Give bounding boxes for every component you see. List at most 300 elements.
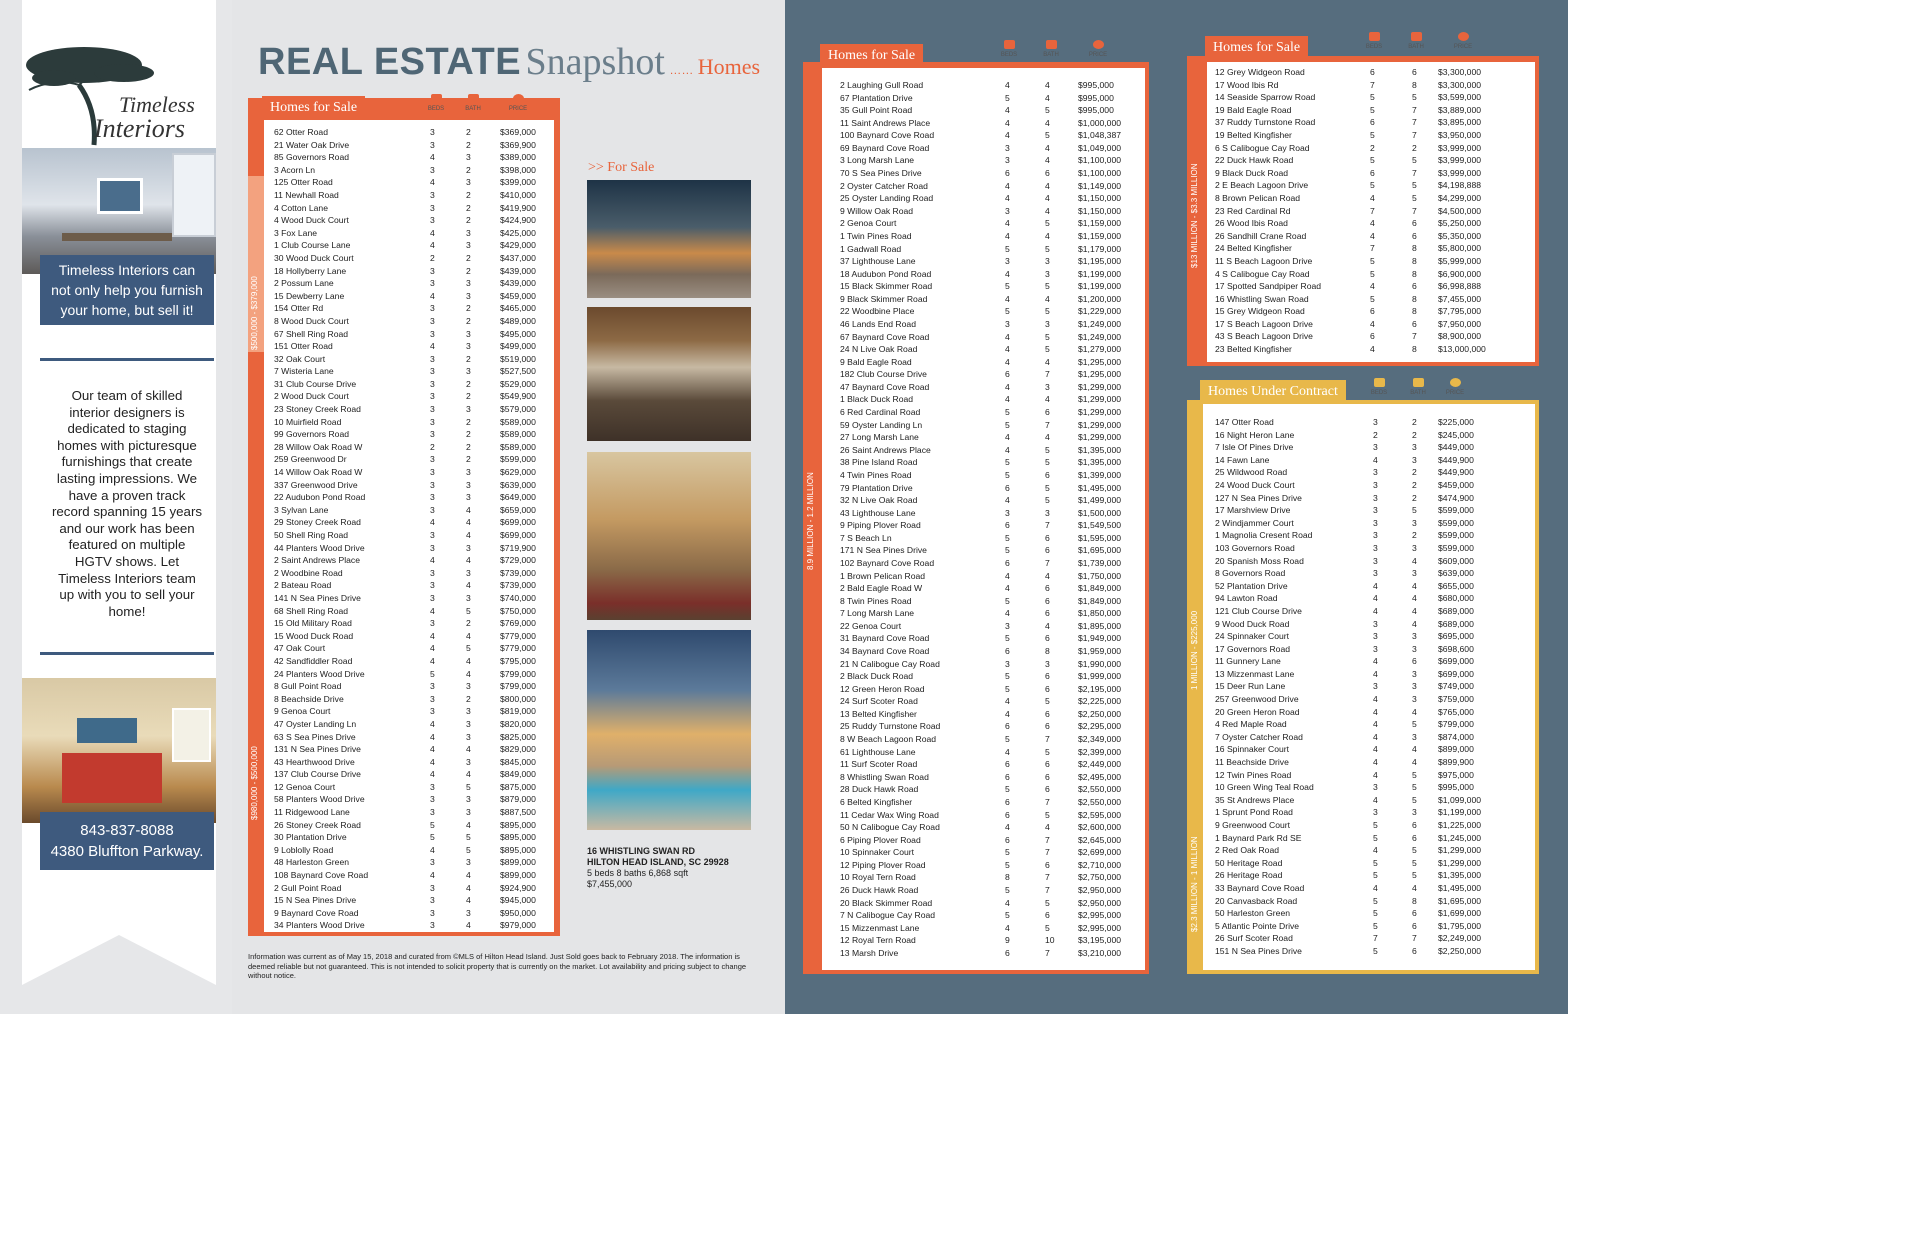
beds-cell: 3: [1005, 507, 1010, 518]
baths-cell: 7: [1412, 933, 1417, 944]
baths-cell: 2: [1412, 530, 1417, 541]
table-row: [1215, 416, 1530, 429]
table-row: [274, 239, 554, 252]
table-row: [274, 869, 554, 882]
table-row: [1215, 743, 1530, 756]
baths-cell: 4: [1045, 205, 1050, 216]
panel-title-1: Homes for Sale: [262, 96, 365, 120]
address-cell: 63 S Sea Pines Drive: [274, 731, 356, 742]
table-row: [1215, 706, 1530, 719]
beds-cell: 3: [430, 328, 435, 339]
col-price-2: PRICE: [1083, 40, 1113, 59]
beds-cell: 4: [1005, 218, 1010, 229]
baths-cell: 7: [1412, 117, 1417, 128]
beds-cell: 4: [1373, 794, 1378, 805]
baths-cell: 4: [1412, 580, 1417, 591]
table-row: [1215, 318, 1530, 331]
price-cell: $369,000: [500, 127, 536, 137]
price-cell: $4,500,000: [1438, 205, 1482, 216]
beds-cell: 3: [430, 504, 435, 515]
baths-cell: 4: [1412, 706, 1417, 717]
address-cell: 26 Surf Scoter Road: [1215, 933, 1293, 944]
price-cell: $1,200,000: [1078, 293, 1122, 304]
price-cell: $589,000: [500, 441, 536, 452]
price-cell: $1,695,000: [1438, 895, 1482, 906]
beds-cell: 7: [1370, 243, 1375, 254]
address-cell: 14 Seaside Sparrow Road: [1215, 92, 1316, 103]
beds-cell: 5: [1005, 306, 1010, 317]
foyer-photo: [587, 452, 751, 620]
address-cell: 26 Stoney Creek Road: [274, 819, 361, 830]
table-row: [840, 658, 1140, 671]
about-text: Our team of skilled interior designers is dedicated to staging homes with picturesque furnishings that create lasting impressions. We have a proven track record spanning 15 years and our work has been featured on multiple HGTV shows. Let Timeless Interiors team up with you to sell your home!: [51, 388, 203, 619]
beds-cell: 5: [1005, 419, 1010, 430]
address-cell: 15 N Sea Pines Drive: [274, 895, 357, 906]
address-cell: 14 Willow Oak Road W: [274, 467, 363, 478]
beds-cell: 4: [1005, 822, 1010, 833]
bed-icon: [1374, 378, 1385, 387]
price-cell: $589,000: [500, 416, 536, 427]
table-row: [274, 340, 554, 353]
panel-title-3: Homes for Sale: [1205, 36, 1308, 60]
beds-cell: 4: [1373, 706, 1378, 717]
price-cell: $895,000: [500, 819, 536, 830]
baths-cell: 3: [466, 756, 471, 767]
table-row: [274, 453, 554, 466]
beds-cell: 4: [1005, 344, 1010, 355]
beds-cell: 3: [1373, 517, 1378, 528]
range-label-3: $13 MILLION - $3.3 MILLION: [1190, 163, 1199, 268]
brand-name-line1: Timeless: [119, 92, 195, 117]
price-cell: $424,900: [500, 215, 536, 226]
table-row: [274, 353, 554, 366]
table-row: [1215, 504, 1530, 517]
address-cell: 23 Stoney Creek Road: [274, 404, 361, 415]
beds-cell: 4: [1005, 193, 1010, 204]
address-cell: 17 Marshview Drive: [1215, 505, 1291, 516]
price-cell: $1,048,387: [1078, 130, 1122, 141]
table-row: [274, 378, 554, 391]
address-cell: 21 N Calibogue Cay Road: [840, 658, 940, 669]
address-cell: 10 Green Wing Teal Road: [1215, 782, 1314, 793]
phone-number[interactable]: 843-837-8088: [80, 822, 174, 839]
beds-cell: 3: [430, 882, 435, 893]
beds-cell: 4: [1373, 580, 1378, 591]
baths-cell: 5: [1045, 243, 1050, 254]
beds-cell: 6: [1005, 796, 1010, 807]
price-cell: $1,495,000: [1438, 882, 1482, 893]
address-cell: 7 N Calibogue Cay Road: [840, 910, 936, 921]
table-row: [840, 393, 1140, 406]
table-row: [274, 252, 554, 265]
address-cell: 24 Surf Scoter Road: [840, 696, 918, 707]
beds-cell: 4: [430, 655, 435, 666]
baths-cell: 3: [466, 492, 471, 503]
address-cell: 20 Green Heron Road: [1215, 706, 1300, 717]
baths-cell: 5: [1412, 845, 1417, 856]
beds-cell: 3: [430, 580, 435, 591]
address-cell: 22 Woodbine Place: [840, 306, 915, 317]
table-row: [274, 680, 554, 693]
address-cell: 4 Twin Pines Road: [840, 469, 912, 480]
table-row: [840, 947, 1140, 960]
address-cell: 42 Sandfiddler Road: [274, 655, 353, 666]
price-cell: $1,159,000: [1078, 218, 1122, 229]
price-cell: $599,000: [1438, 505, 1474, 516]
price-cell: $719,900: [500, 542, 536, 553]
table-row: [840, 255, 1140, 268]
address-cell: 18 Audubon Pond Road: [840, 268, 932, 279]
address-cell: 2 Red Oak Road: [1215, 845, 1280, 856]
table-row: [840, 192, 1140, 205]
address-cell: 67 Baynard Cove Road: [840, 331, 930, 342]
baths-cell: 3: [1045, 318, 1050, 329]
price-cell: $225,000: [1438, 417, 1474, 427]
table-row: [840, 230, 1140, 243]
table-row: [840, 708, 1140, 721]
price-cell: $2,250,000: [1438, 945, 1482, 956]
table-row: [840, 142, 1140, 155]
price-cell: $3,195,000: [1078, 935, 1122, 946]
address-cell: 8 Twin Pines Road: [840, 595, 912, 606]
table-row: [840, 419, 1140, 432]
table-row: [274, 655, 554, 668]
price-cell: $439,000: [500, 278, 536, 289]
address-cell: 50 N Calibogue Cay Road: [840, 822, 940, 833]
table-row: [1215, 832, 1530, 845]
address-cell: 1 Brown Pelican Road: [840, 570, 926, 581]
address-cell: 2 Laughing Gull Road: [840, 80, 924, 90]
beds-cell: 4: [430, 555, 435, 566]
table-row: [274, 579, 554, 592]
price-cell: $1,395,000: [1078, 444, 1122, 455]
beds-cell: 4: [1005, 130, 1010, 141]
table-row: [840, 821, 1140, 834]
beds-cell: 5: [430, 832, 435, 843]
address-cell: 79 Plantation Drive: [840, 482, 913, 493]
price-cell: $1,699,000: [1438, 908, 1482, 919]
address-cell: 94 Lawton Road: [1215, 593, 1278, 604]
beds-cell: 6: [1005, 168, 1010, 179]
address-cell: 9 Greenwood Court: [1215, 820, 1290, 830]
baths-cell: 4: [1045, 230, 1050, 241]
price-cell: $1,895,000: [1078, 620, 1122, 631]
beds-cell: 6: [1005, 520, 1010, 531]
address-cell: 9 Loblolly Road: [274, 844, 334, 855]
baths-cell: 5: [1045, 809, 1050, 820]
address-cell: 30 Wood Duck Court: [274, 252, 354, 263]
address-cell: 10 Spinnaker Court: [840, 847, 915, 858]
baths-cell: 2: [466, 416, 471, 427]
col-beds-2: BEDS: [994, 40, 1024, 59]
contact-box: [40, 812, 214, 870]
address-cell: 32 Oak Court: [274, 353, 326, 364]
baths-cell: 2: [1412, 142, 1417, 153]
beds-cell: 5: [1370, 92, 1375, 103]
baths-cell: 8: [1412, 243, 1417, 254]
address-cell: 17 Governors Road: [1215, 643, 1290, 654]
table-row: [274, 302, 554, 315]
address-cell: 12 Genoa Court: [274, 781, 336, 792]
baths-cell: 5: [466, 781, 471, 792]
baths-cell: 4: [466, 655, 471, 666]
table-row: [1215, 293, 1530, 306]
baths-cell: 3: [466, 592, 471, 603]
address-cell: 11 S Beach Lagoon Drive: [1215, 255, 1313, 266]
beds-cell: 5: [1005, 92, 1010, 103]
address-cell: 11 Cedar Wax Wing Road: [840, 809, 939, 820]
beds-cell: 5: [1373, 820, 1378, 830]
baths-cell: 6: [1045, 608, 1050, 619]
baths-cell: 3: [1412, 643, 1417, 654]
table-row: [840, 381, 1140, 394]
address-cell: 11 Surf Scoter Road: [840, 759, 918, 770]
beds-cell: 3: [430, 315, 435, 326]
price-cell: $1,849,000: [1078, 595, 1122, 606]
panel-title-2: Homes for Sale: [820, 44, 923, 68]
table-row: [274, 819, 554, 832]
address-cell: 14 Fawn Lane: [1215, 454, 1270, 465]
beds-cell: 3: [1373, 505, 1378, 516]
price-cell: $1,739,000: [1078, 557, 1122, 568]
table-row: [274, 189, 554, 202]
table-row: [1215, 668, 1530, 681]
address-cell: 15 Grey Widgeon Road: [1215, 306, 1305, 317]
baths-cell: 4: [1412, 605, 1417, 616]
address-cell: 257 Greenwood Drive: [1215, 694, 1299, 705]
baths-cell: 6: [1412, 656, 1417, 667]
table-row: [1215, 154, 1530, 167]
address-cell: 12 Piping Plover Road: [840, 859, 926, 870]
featured-price: $7,455,000: [587, 879, 633, 889]
baths-cell: 5: [1045, 482, 1050, 493]
beds-cell: 5: [1005, 784, 1010, 795]
baths-cell: 5: [1045, 344, 1050, 355]
baths-cell: 6: [1045, 583, 1050, 594]
address-cell: 15 Black Skimmer Road: [840, 281, 933, 292]
price-cell: $1,595,000: [1078, 532, 1122, 543]
address-cell: 26 Heritage Road: [1215, 870, 1283, 881]
beds-cell: 4: [1373, 656, 1378, 667]
beds-cell: 5: [1373, 857, 1378, 868]
table-row: [274, 176, 554, 189]
price-cell: $1,299,000: [1438, 845, 1482, 856]
table-row: [840, 368, 1140, 381]
price-cell: $398,000: [500, 164, 536, 175]
address-cell: 61 Lighthouse Lane: [840, 746, 916, 757]
price-cell: $1,949,000: [1078, 633, 1122, 644]
beds-cell: 4: [430, 177, 435, 188]
address-cell: 18 Hollyberry Lane: [274, 265, 347, 276]
table-row: [274, 277, 554, 290]
address-cell: 23 Red Cardinal Rd: [1215, 205, 1291, 216]
title-bold: REAL ESTATE: [258, 41, 522, 83]
table-row: [274, 151, 554, 164]
address-cell: 17 Spotted Sandpiper Road: [1215, 281, 1322, 292]
beds-cell: 4: [1005, 570, 1010, 581]
address-cell: 46 Lands End Road: [840, 318, 916, 329]
baths-cell: 2: [1412, 417, 1417, 427]
price-cell: $579,000: [500, 404, 536, 415]
beds-cell: 4: [1005, 696, 1010, 707]
price-cell: $3,999,000: [1438, 142, 1482, 153]
price-cell: $1,229,000: [1078, 306, 1122, 317]
price-cell: $995,000: [1078, 105, 1114, 116]
beds-cell: 4: [430, 605, 435, 616]
table-row: [840, 305, 1140, 318]
table-row: [1215, 718, 1530, 731]
address-cell: 69 Baynard Cove Road: [840, 142, 930, 153]
beds-cell: 4: [1373, 744, 1378, 755]
baths-cell: 8: [1412, 306, 1417, 317]
table-row: [1215, 555, 1530, 568]
address: 4380 Bluffton Parkway.: [50, 843, 204, 860]
table-row: [1215, 945, 1530, 958]
baths-cell: 2: [466, 693, 471, 704]
table-row: [274, 315, 554, 328]
address-cell: 7 S Beach Ln: [840, 532, 892, 543]
price-cell: $2,595,000: [1078, 809, 1122, 820]
price-cell: $1,959,000: [1078, 646, 1122, 657]
baths-cell: 6: [1412, 230, 1417, 241]
address-cell: 31 Club Course Drive: [274, 378, 357, 389]
table-row: [274, 529, 554, 542]
address-cell: 37 Lighthouse Lane: [840, 256, 916, 267]
address-cell: 8 Beachside Drive: [274, 693, 344, 704]
baths-cell: 3: [1412, 694, 1417, 705]
table-row: [840, 620, 1140, 633]
table-row: [274, 403, 554, 416]
table-row: [1215, 693, 1530, 706]
beds-cell: 5: [1373, 870, 1378, 881]
beds-cell: 4: [1005, 180, 1010, 191]
address-cell: 259 Greenwood Dr: [274, 454, 347, 465]
table-row: [840, 343, 1140, 356]
baths-cell: 2: [466, 202, 471, 213]
listing-table-2: [840, 79, 1140, 959]
price-cell: $759,000: [1438, 694, 1474, 705]
price-cell: $3,950,000: [1438, 129, 1482, 140]
table-row: [1215, 794, 1530, 807]
beds-cell: 3: [430, 391, 435, 402]
price-cell: $1,849,000: [1078, 583, 1122, 594]
beds-cell: 3: [430, 807, 435, 818]
beds-cell: 5: [1373, 908, 1378, 919]
price-cell: $1,299,000: [1078, 381, 1122, 392]
baths-cell: 4: [1045, 394, 1050, 405]
table-row: [840, 871, 1140, 884]
table-row: [840, 758, 1140, 771]
address-cell: 47 Oak Court: [274, 643, 326, 654]
price-cell: $599,000: [500, 454, 536, 465]
baths-cell: 3: [1412, 568, 1417, 579]
baths-cell: 3: [466, 794, 471, 805]
address-cell: 15 Dewberry Lane: [274, 290, 345, 301]
table-row: [840, 884, 1140, 897]
table-row: [1215, 869, 1530, 882]
table-row: [1215, 104, 1530, 117]
shower-icon: [1046, 40, 1057, 49]
price-cell: $429,000: [500, 240, 536, 251]
address-cell: 85 Governors Road: [274, 152, 349, 163]
table-row: [840, 909, 1140, 922]
price-cell: $1,149,000: [1078, 180, 1122, 191]
address-cell: 3 Fox Lane: [274, 227, 317, 238]
price-cell: $659,000: [500, 504, 536, 515]
baths-cell: 7: [1045, 834, 1050, 845]
address-cell: 22 Duck Hawk Road: [1215, 155, 1294, 166]
table-row: [840, 632, 1140, 645]
title-dots: ……: [669, 63, 694, 77]
address-cell: 1 Magnolia Cresent Road: [1215, 530, 1313, 541]
table-row: [274, 290, 554, 303]
price-cell: $800,000: [500, 693, 536, 704]
table-row: [840, 670, 1140, 683]
beds-cell: 4: [430, 756, 435, 767]
price-cell: $2,645,000: [1078, 834, 1122, 845]
beds-cell: 4: [1373, 694, 1378, 705]
address-cell: 32 N Live Oak Road: [840, 495, 918, 506]
price-cell: $599,000: [1438, 530, 1474, 541]
table-row: [274, 630, 554, 643]
beds-cell: 5: [430, 819, 435, 830]
beds-cell: 3: [1373, 782, 1378, 793]
address-cell: 2 E Beach Lagoon Drive: [1215, 180, 1309, 191]
table-row: [1215, 630, 1530, 643]
table-row: [1215, 466, 1530, 479]
baths-cell: 6: [1045, 469, 1050, 480]
baths-cell: 4: [466, 530, 471, 540]
beds-cell: 6: [1370, 67, 1375, 77]
address-cell: 35 St Andrews Place: [1215, 794, 1295, 805]
price-cell: $899,000: [1438, 744, 1474, 755]
table-row: [274, 806, 554, 819]
baths-cell: 2: [466, 353, 471, 364]
beds-cell: 4: [1373, 769, 1378, 780]
address-cell: 3 Long Marsh Lane: [840, 155, 915, 166]
price-cell: $995,000: [1078, 92, 1114, 103]
beds-cell: 3: [430, 353, 435, 364]
table-row: [840, 796, 1140, 809]
price-cell: $779,000: [500, 630, 536, 641]
price-cell: $1,159,000: [1078, 230, 1122, 241]
address-cell: 17 S Beach Lagoon Drive: [1215, 318, 1313, 329]
logo: [24, 40, 214, 150]
price-cell: $1,249,000: [1078, 331, 1122, 342]
price-cell: $924,900: [500, 882, 536, 893]
price-cell: $1,850,000: [1078, 608, 1122, 619]
beds-cell: 3: [430, 303, 435, 314]
tagline-box: Timeless Interiors can not only help you furnish your home, but sell it!: [40, 255, 214, 325]
baths-cell: 4: [1045, 620, 1050, 631]
listing-table-4: [1215, 416, 1530, 958]
col-bath-2: BATH: [1036, 40, 1066, 59]
table-row: [1215, 655, 1530, 668]
table-row: [274, 139, 554, 152]
price-cell: $2,750,000: [1078, 872, 1122, 883]
table-row: [840, 280, 1140, 293]
baths-cell: 3: [466, 479, 471, 490]
beds-cell: 3: [430, 492, 435, 503]
table-row: [840, 205, 1140, 218]
baths-cell: 2: [1412, 429, 1417, 440]
price-cell: $875,000: [500, 781, 536, 792]
table-row: [1215, 343, 1530, 356]
baths-cell: 3: [466, 152, 471, 163]
price-cell: $1,150,000: [1078, 205, 1122, 216]
beds-cell: 4: [1005, 80, 1010, 90]
baths-cell: 2: [1412, 492, 1417, 503]
